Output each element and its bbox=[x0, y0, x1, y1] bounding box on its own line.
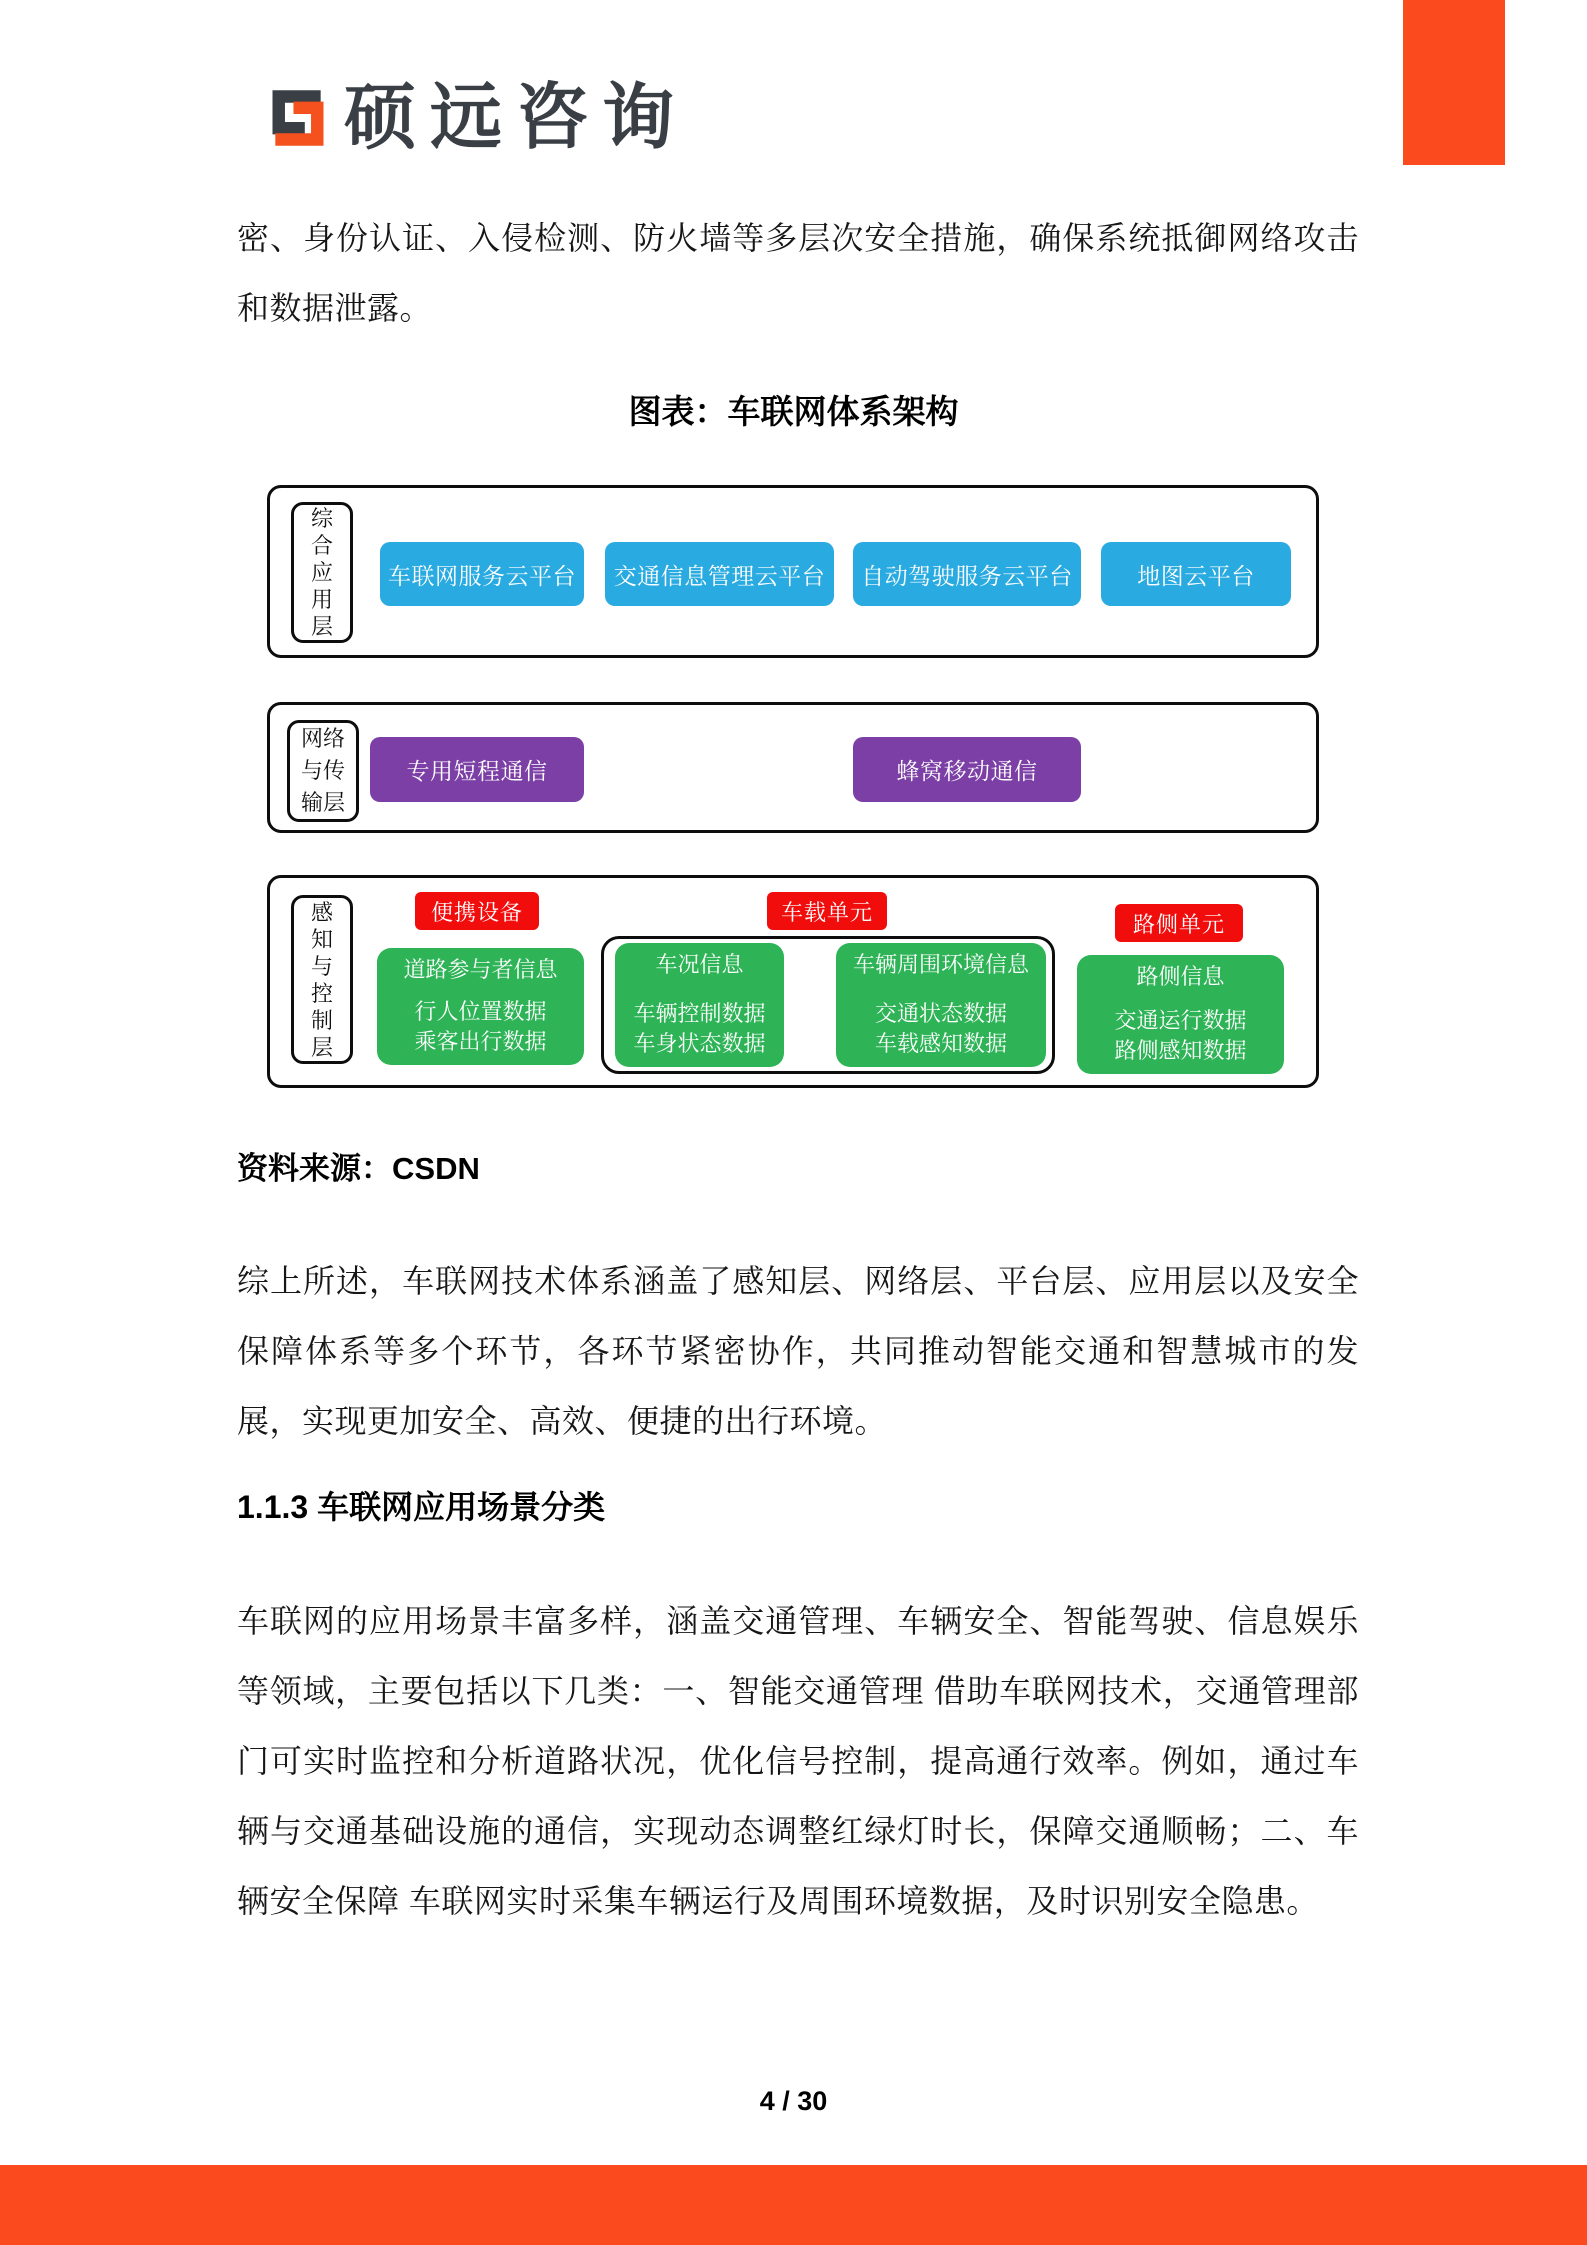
data-box-lines bbox=[633, 999, 765, 1059]
device-tag-onboard: 车载单元 bbox=[767, 892, 887, 930]
diagram-layer-network bbox=[267, 702, 1319, 833]
data-line: 车身状态数据 bbox=[633, 1031, 766, 1056]
data-line: 乘客出行数据 bbox=[414, 1029, 547, 1054]
source-label: 资料来源：CSDN bbox=[237, 1151, 480, 1186]
data-box-road-participants bbox=[377, 948, 584, 1065]
data-box-title: 车辆周围环境信息 bbox=[852, 952, 1029, 977]
data-line: 行人位置数据 bbox=[414, 999, 547, 1024]
data-box-surroundings bbox=[836, 943, 1046, 1067]
data-box-lines bbox=[414, 997, 546, 1057]
data-line: 车载感知数据 bbox=[874, 1031, 1007, 1056]
footer-accent-bar bbox=[0, 2165, 1587, 2245]
comm-box-cellular: 蜂窝移动通信 bbox=[853, 737, 1081, 802]
diagram-layer-perception bbox=[267, 875, 1319, 1088]
layer-label-text: 综合应用层 bbox=[310, 506, 333, 639]
layer-label-text: 网络与传输层 bbox=[300, 726, 345, 815]
paragraph-summary: 综上所述，车联网技术体系涵盖了感知层、网络层、平台层、应用层以及安全保障体系等多个环节，各环节紧密协作，共同推动智能交通和智慧城市的发展，实现更加安全、高效、便捷的出行环境。 bbox=[237, 1263, 1359, 1439]
corner-accent-bar bbox=[1403, 0, 1505, 165]
page-number: 4 / 30 bbox=[759, 2086, 828, 2116]
platform-box-iov-cloud: 车联网服务云平台 bbox=[380, 542, 584, 606]
layer-label-application bbox=[291, 502, 353, 643]
data-line: 交通运行数据 bbox=[1114, 1008, 1247, 1033]
data-box-title: 路侧信息 bbox=[1136, 964, 1225, 989]
paragraph-scenarios: 车联网的应用场景丰富多样，涵盖交通管理、车辆安全、智能驾驶、信息娱乐等领域，主要包括以下几类：一、智能交通管理 借助车联网技术，交通管理部门可实时监控和分析道路状况，优化信号控制，提高通行效率。例如，通过车辆与交通基础设施的通信，实现动态调整红绿灯时长，保障交通顺畅；二、车辆安全保障 车联网实时采集车辆运行及周围环境数据，及时识别安全隐患。 bbox=[237, 1603, 1359, 1919]
figure-title: 图表：车联网体系架构 bbox=[628, 393, 959, 430]
data-box-vehicle-condition bbox=[615, 943, 784, 1067]
paragraph-security: 密、身份认证、入侵检测、防火墙等多层次安全措施，确保系统抵御网络攻击和数据泄露。 bbox=[237, 220, 1359, 326]
comm-box-dsrc: 专用短程通信 bbox=[370, 737, 584, 802]
company-logo bbox=[264, 78, 689, 158]
logo-icon bbox=[264, 84, 332, 152]
section-heading: 1.1.3 车联网应用场景分类 bbox=[237, 1489, 606, 1525]
layer-label-text: 感知与控制层 bbox=[310, 899, 333, 1060]
logo-text: 硕远咨询 bbox=[344, 78, 689, 158]
data-box-title: 车况信息 bbox=[655, 952, 744, 977]
platform-box-traffic-info-cloud: 交通信息管理云平台 bbox=[605, 542, 834, 606]
diagram-layer-application bbox=[267, 485, 1319, 658]
layer-label-perception bbox=[291, 895, 353, 1064]
data-line: 交通状态数据 bbox=[874, 1001, 1007, 1026]
data-box-roadside-info bbox=[1077, 955, 1284, 1074]
layer-label-network bbox=[287, 720, 359, 822]
data-box-lines bbox=[875, 999, 1007, 1059]
device-tag-roadside: 路侧单元 bbox=[1115, 904, 1243, 942]
data-line: 路侧感知数据 bbox=[1114, 1038, 1247, 1063]
data-box-lines bbox=[1114, 1006, 1246, 1066]
platform-box-autodrive-cloud: 自动驾驶服务云平台 bbox=[853, 542, 1081, 606]
platform-box-map-cloud: 地图云平台 bbox=[1101, 542, 1291, 606]
device-tag-portable: 便携设备 bbox=[415, 892, 539, 930]
data-line: 车辆控制数据 bbox=[633, 1001, 766, 1026]
data-box-title: 道路参与者信息 bbox=[403, 957, 558, 982]
